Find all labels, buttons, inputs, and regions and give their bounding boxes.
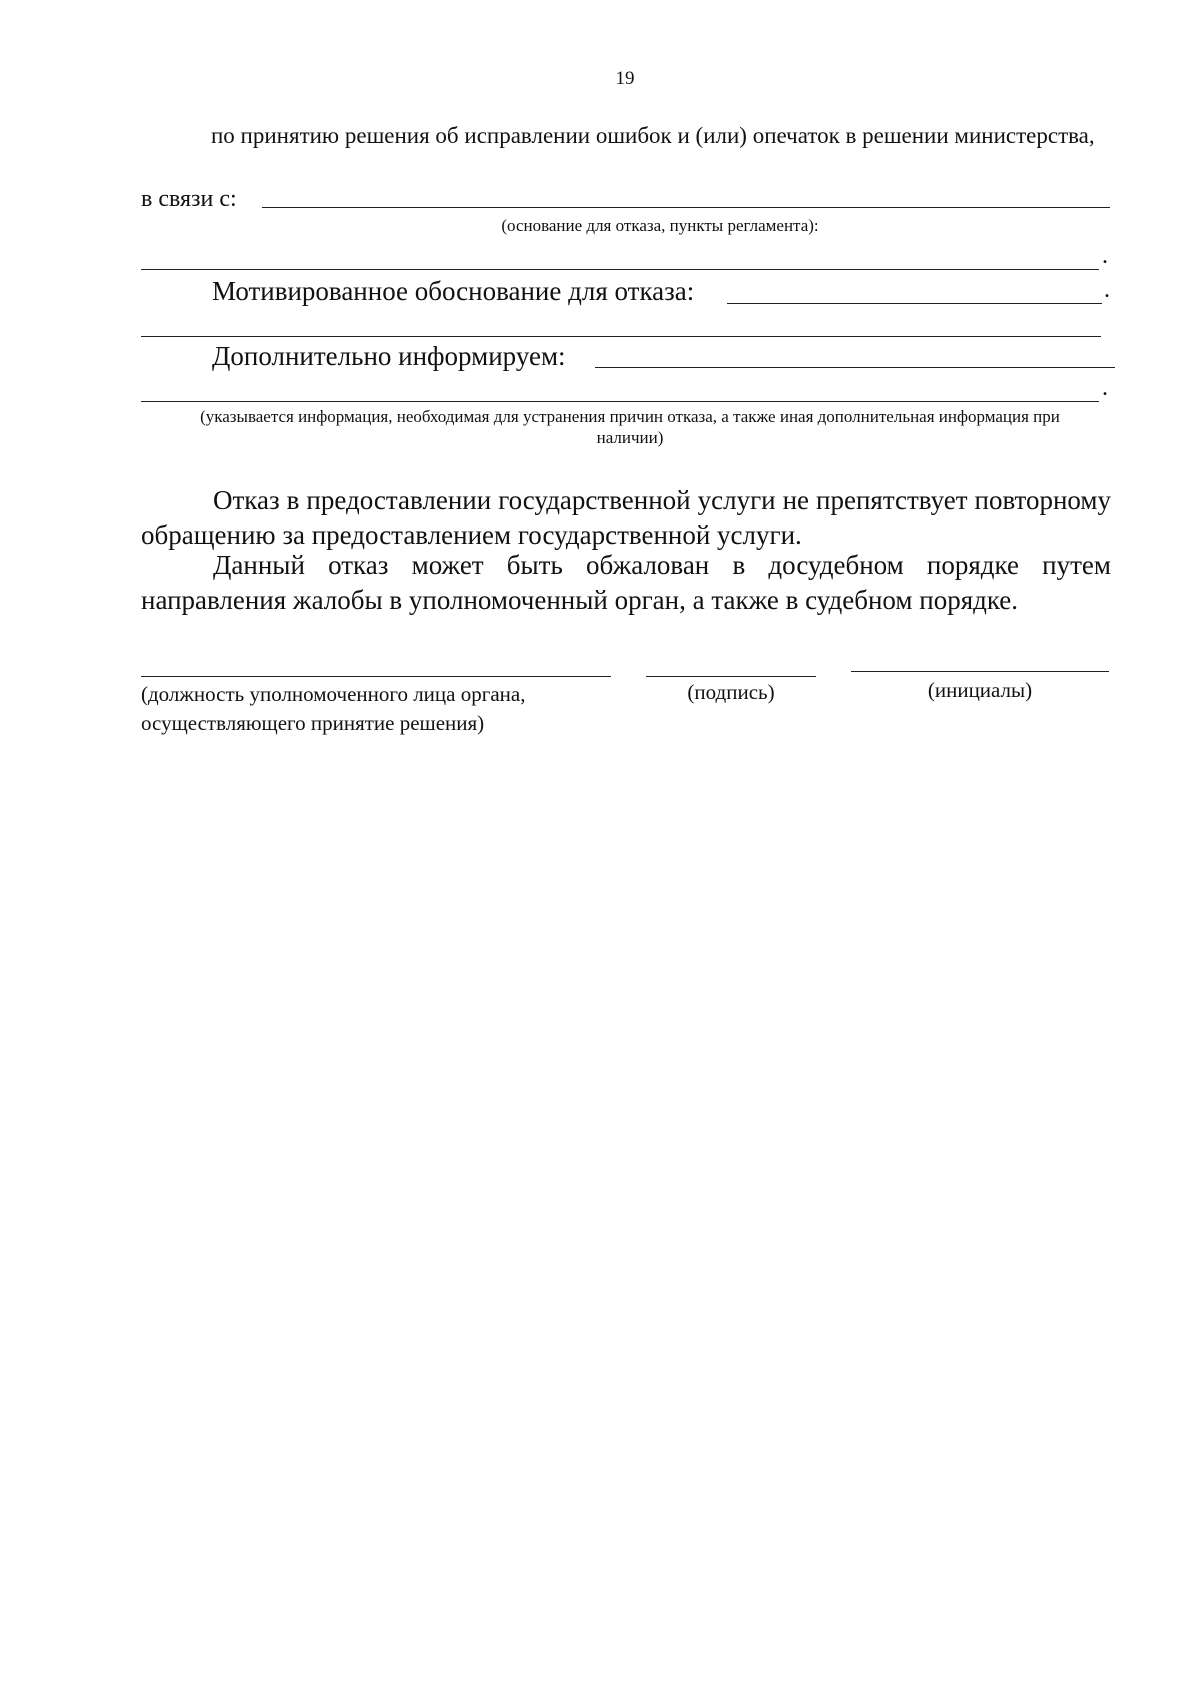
period-mark: . <box>1102 243 1108 269</box>
reason-continuation-line <box>141 269 1099 270</box>
additional-label: Дополнительно информируем: <box>212 341 566 371</box>
period-mark: . <box>1104 277 1110 303</box>
additional-caption: (указывается информация, необходимая для устранения причин отказа, а также иная дополнительная информация при наличии) <box>200 407 1060 447</box>
page-number: 19 <box>615 68 635 89</box>
motivation-continuation-line <box>141 336 1101 337</box>
position-signature-line <box>141 676 611 677</box>
additional-input-line <box>595 367 1115 368</box>
intro-paragraph: по принятию решения об исправлении ошибок и (или) опечаток в решении министерства, <box>211 123 1095 148</box>
motivation-input-line <box>727 303 1102 304</box>
reason-caption: (основание для отказа, пункты регламента): <box>501 216 819 235</box>
reason-label: в связи с: <box>141 186 237 212</box>
signature-caption: (подпись) <box>687 680 775 704</box>
position-caption: (должность уполномоченного лица органа, осуществляющего принятие решения) <box>141 682 526 735</box>
refusal-paragraph: Отказ в предоставлении государственной услуги не препятствует повторному обращению за предоставлением государственной услуги. <box>141 485 1111 550</box>
signature-line <box>646 676 816 677</box>
motivation-label: Мотивированное обоснование для отказа: <box>212 276 695 306</box>
additional-continuation-line <box>141 401 1099 402</box>
reason-input-line <box>262 207 1110 208</box>
appeal-paragraph: Данный отказ может быть обжалован в досудебном порядке путем направления жалобы в уполномоченный орган, а также в судебном порядке. <box>141 550 1111 615</box>
initials-caption: (инициалы) <box>927 678 1033 702</box>
period-mark: . <box>1102 375 1108 401</box>
initials-line <box>851 671 1109 672</box>
